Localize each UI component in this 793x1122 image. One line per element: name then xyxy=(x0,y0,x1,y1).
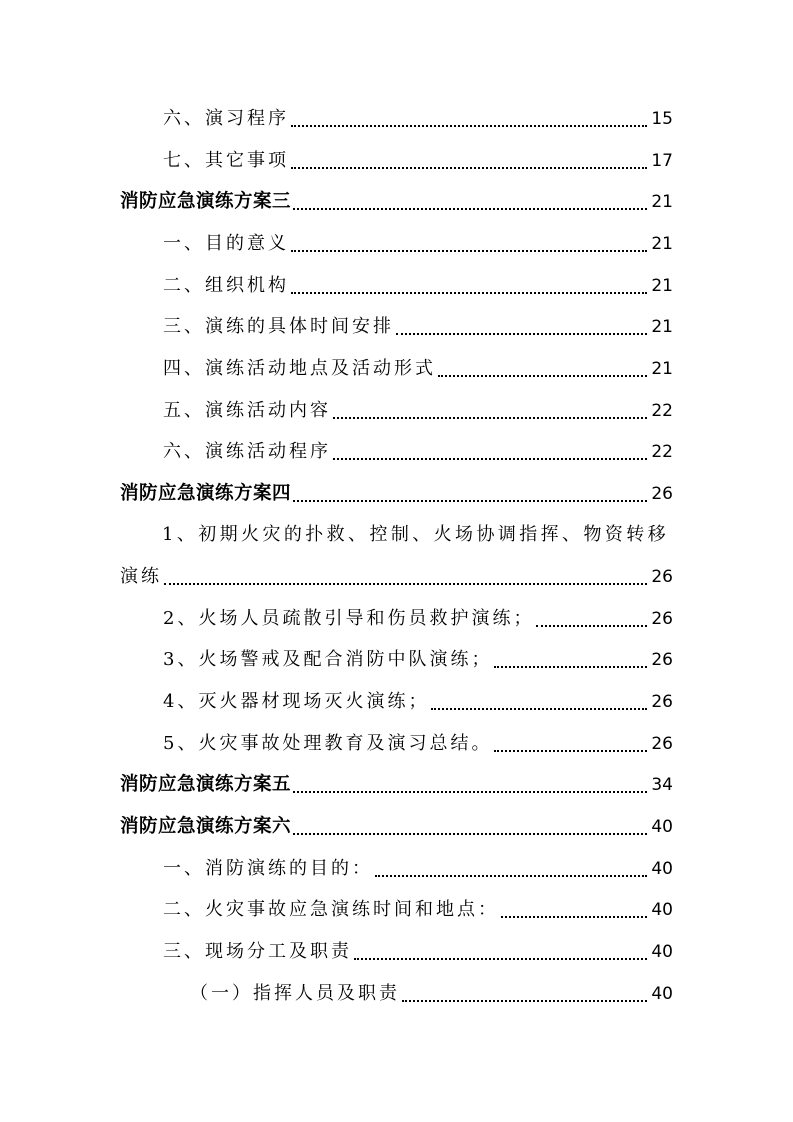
toc-page-number: 22 xyxy=(651,401,673,421)
toc-entry-heading[interactable] xyxy=(0,766,793,796)
toc-leader-dots xyxy=(375,875,647,877)
toc-entry-heading[interactable] xyxy=(0,808,793,838)
toc-entry-title-continued: 演练 xyxy=(120,566,162,587)
toc-leader-dots xyxy=(333,458,647,460)
toc-page-number: 22 xyxy=(651,442,673,462)
toc-entry[interactable] xyxy=(0,142,793,172)
toc-leader-dots xyxy=(501,916,647,918)
toc-entry[interactable] xyxy=(0,600,793,630)
toc-entry[interactable] xyxy=(0,308,793,338)
toc-entry-title: 2、火场人员疏散引导和伤员救护演练； xyxy=(163,608,535,629)
toc-entry-title: 一、消防演练的目的： xyxy=(163,858,373,879)
toc-entry[interactable] xyxy=(0,267,793,297)
toc-entry-title: 六、演练活动程序 xyxy=(163,441,331,462)
toc-entry-sub[interactable] xyxy=(0,975,793,1005)
toc-entry[interactable] xyxy=(0,433,793,463)
toc-entry[interactable] xyxy=(0,392,793,422)
toc-leader-dots xyxy=(536,625,647,627)
toc-leader-dots xyxy=(494,750,647,752)
toc-page-number: 26 xyxy=(651,484,673,504)
toc-leader-dots xyxy=(293,791,647,793)
toc-entry-title: 六、演习程序 xyxy=(163,108,289,129)
toc-leader-dots xyxy=(293,500,647,502)
toc-entry-title: 1、初期火灾的扑救、控制、火场协调指挥、物资转移 xyxy=(162,524,670,545)
toc-entry-title: 三、演练的具体时间安排 xyxy=(163,316,394,337)
toc-leader-dots xyxy=(293,208,647,210)
toc-page-number: 40 xyxy=(651,900,673,920)
toc-entry[interactable] xyxy=(0,350,793,380)
toc-entry-title: 消防应急演练方案六 xyxy=(120,816,292,837)
toc-entry-title: 三、现场分工及职责 xyxy=(163,941,352,962)
toc-leader-dots xyxy=(164,583,647,585)
toc-page-number: 40 xyxy=(651,942,673,962)
toc-page-number: 15 xyxy=(651,109,673,129)
toc-leader-dots xyxy=(291,250,647,252)
toc-entry[interactable] xyxy=(0,683,793,713)
toc-entry[interactable] xyxy=(0,100,793,130)
toc-leader-dots xyxy=(291,125,647,127)
toc-entry[interactable] xyxy=(0,225,793,255)
toc-leader-dots xyxy=(494,666,647,668)
toc-entry-wrapped-line2[interactable] xyxy=(0,558,793,588)
toc-entry[interactable] xyxy=(0,641,793,671)
toc-leader-dots xyxy=(293,833,647,835)
toc-page-number: 21 xyxy=(651,317,673,337)
toc-entry-title: 五、演练活动内容 xyxy=(163,400,331,421)
toc-leader-dots xyxy=(438,375,647,377)
toc-page-number: 40 xyxy=(651,984,673,1004)
toc-page-number: 17 xyxy=(651,151,673,171)
toc-leader-dots xyxy=(291,167,647,169)
toc-entry-title: 4、灭火器材现场灭火演练； xyxy=(163,691,430,712)
toc-leader-dots xyxy=(431,708,647,710)
toc-page-number: 26 xyxy=(651,650,673,670)
toc-entry-title: 消防应急演练方案四 xyxy=(120,483,292,504)
toc-leader-dots xyxy=(354,958,647,960)
toc-page-number: 21 xyxy=(651,234,673,254)
toc-entry-title: 3、火场警戒及配合消防中队演练； xyxy=(163,649,493,670)
toc-entry-title: 七、其它事项 xyxy=(163,150,289,171)
toc-page-number: 34 xyxy=(651,775,673,795)
toc-page-number: 40 xyxy=(651,859,673,879)
toc-entry[interactable] xyxy=(0,725,793,755)
toc-entry-title: 二、组织机构 xyxy=(163,275,289,296)
toc-page-number: 21 xyxy=(651,192,673,212)
toc-page-number: 40 xyxy=(651,817,673,837)
toc-entry-title: 一、目的意义 xyxy=(163,233,289,254)
toc-entry-heading[interactable] xyxy=(0,183,793,213)
toc-entry[interactable] xyxy=(0,891,793,921)
toc-leader-dots xyxy=(291,292,647,294)
toc-page-number: 26 xyxy=(651,609,673,629)
toc-entry-title: 消防应急演练方案五 xyxy=(120,774,292,795)
toc-entry[interactable] xyxy=(0,933,793,963)
toc-page-number: 26 xyxy=(651,734,673,754)
toc-entry-wrapped-line1[interactable] xyxy=(162,516,672,546)
toc-page-number: 21 xyxy=(651,359,673,379)
toc-page-number: 26 xyxy=(651,567,673,587)
toc-entry[interactable] xyxy=(0,850,793,880)
toc-leader-dots xyxy=(396,333,647,335)
toc-entry-title: （一）指挥人员及职责 xyxy=(190,983,400,1004)
toc-page-number: 21 xyxy=(651,276,673,296)
toc-page-number: 26 xyxy=(651,692,673,712)
toc-leader-dots xyxy=(402,1000,647,1002)
toc-entry-title: 消防应急演练方案三 xyxy=(120,191,292,212)
toc-entry-title: 四、演练活动地点及活动形式 xyxy=(163,358,436,379)
toc-leader-dots xyxy=(333,417,647,419)
toc-entry-title: 5、火灾事故处理教育及演习总结。 xyxy=(163,733,493,754)
toc-entry-heading[interactable] xyxy=(0,475,793,505)
toc-entry-title: 二、火灾事故应急演练时间和地点： xyxy=(163,899,499,920)
